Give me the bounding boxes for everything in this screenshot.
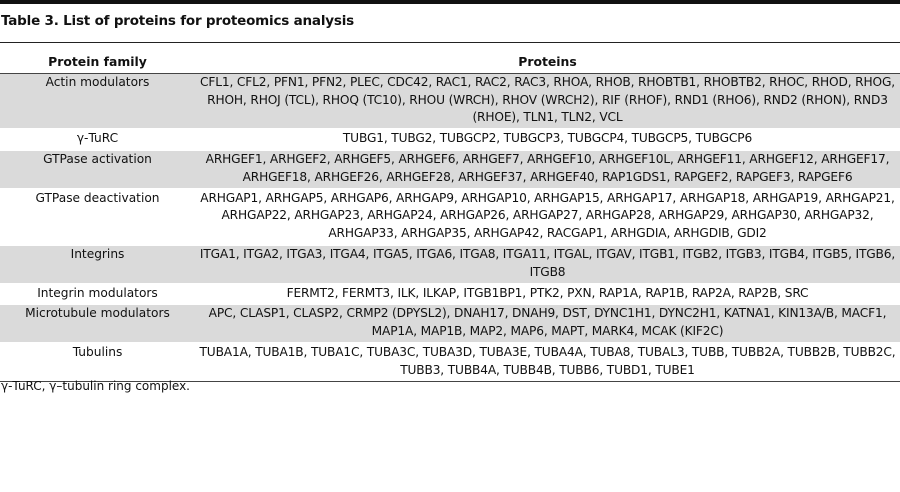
family-cell: GTPase deactivation: [0, 190, 195, 246]
table-title: Table 3. List of proteins for proteomics analysis: [1, 13, 354, 29]
proteins-cell: FERMT2, FERMT3, ILK, ILKAP, ITGB1BP1, PTK2, PXN, RAP1A, RAP1B, RAP2A, RAP2B, SRC: [195, 285, 900, 306]
top-rule: [0, 0, 900, 4]
table-row: [0, 151, 900, 190]
proteins-cell: TUBG1, TUBG2, TUBGCP2, TUBGCP3, TUBGCP4, TUBGCP5, TUBGCP6: [195, 130, 900, 151]
proteins-cell: ARHGAP1, ARHGAP5, ARHGAP6, ARHGAP9, ARHGAP10, ARHGAP15, ARHGAP17, ARHGAP18, ARHGAP19, ARHGAP21, ARHGAP22, ARHGAP23, ARHGAP24, ARHGAP26, ARHGAP27, ARHGAP28, ARHGAP29, ARHGAP30, ARHGAP32, ARHGAP33, ARHGAP35, ARHGAP42, RACGAP1, ARHGDIA, ARHGDIB, GDI2: [195, 190, 900, 246]
protein-table: [0, 50, 900, 382]
column-header-family: Protein family: [0, 50, 195, 74]
family-cell: Actin modulators: [0, 74, 195, 130]
family-cell: GTPase activation: [0, 151, 195, 190]
proteins-cell: APC, CLASP1, CLASP2, CRMP2 (DPYSL2), DNAH17, DNAH9, DST, DYNC1H1, DYNC2H1, KATNA1, KIN13A/B, MACF1, MAP1A, MAP1B, MAP2, MAP6, MAPT, MARK4, MCAK (KIF2C): [195, 305, 900, 344]
table-row: [0, 74, 900, 130]
table-row: [0, 305, 900, 344]
family-cell: γ-TuRC: [0, 130, 195, 151]
header-row: [0, 50, 900, 74]
table-row: [0, 130, 900, 151]
table-row: [0, 246, 900, 285]
family-cell: Integrins: [0, 246, 195, 285]
family-cell: Integrin modulators: [0, 285, 195, 306]
family-cell: Microtubule modulators: [0, 305, 195, 344]
title-rule: [0, 42, 900, 43]
column-header-proteins: Proteins: [195, 50, 900, 74]
proteins-cell: ITGA1, ITGA2, ITGA3, ITGA4, ITGA5, ITGA6, ITGA8, ITGA11, ITGAL, ITGAV, ITGB1, ITGB2, ITGB3, ITGB4, ITGB5, ITGB6, ITGB8: [195, 246, 900, 285]
table-row: [0, 285, 900, 306]
table-row: [0, 190, 900, 246]
table-footnote: γ-TuRC, γ–tubulin ring complex.: [1, 379, 190, 393]
proteins-cell: CFL1, CFL2, PFN1, PFN2, PLEC, CDC42, RAC1, RAC2, RAC3, RHOA, RHOB, RHOBTB1, RHOBTB2, RHOC, RHOD, RHOG, RHOH, RHOJ (TCL), RHOQ (TC10), RHOU (WRCH), RHOV (WRCH2), RIF (RHOF), RND1 (RHO6), RND2 (RHON), RND3 (RHOE), TLN1, TLN2, VCL: [195, 74, 900, 130]
table-row: [0, 344, 900, 382]
proteins-cell: ARHGEF1, ARHGEF2, ARHGEF5, ARHGEF6, ARHGEF7, ARHGEF10, ARHGEF10L, ARHGEF11, ARHGEF12, ARHGEF17, ARHGEF18, ARHGEF26, ARHGEF28, ARHGEF37, ARHGEF40, RAP1GDS1, RAPGEF2, RAPGEF3, RAPGEF6: [195, 151, 900, 190]
proteins-cell: TUBA1A, TUBA1B, TUBA1C, TUBA3C, TUBA3D, TUBA3E, TUBA4A, TUBA8, TUBAL3, TUBB, TUBB2A, TUBB2B, TUBB2C, TUBB3, TUBB4A, TUBB4B, TUBB6, TUBD1, TUBE1: [195, 344, 900, 382]
family-cell: Tubulins: [0, 344, 195, 382]
